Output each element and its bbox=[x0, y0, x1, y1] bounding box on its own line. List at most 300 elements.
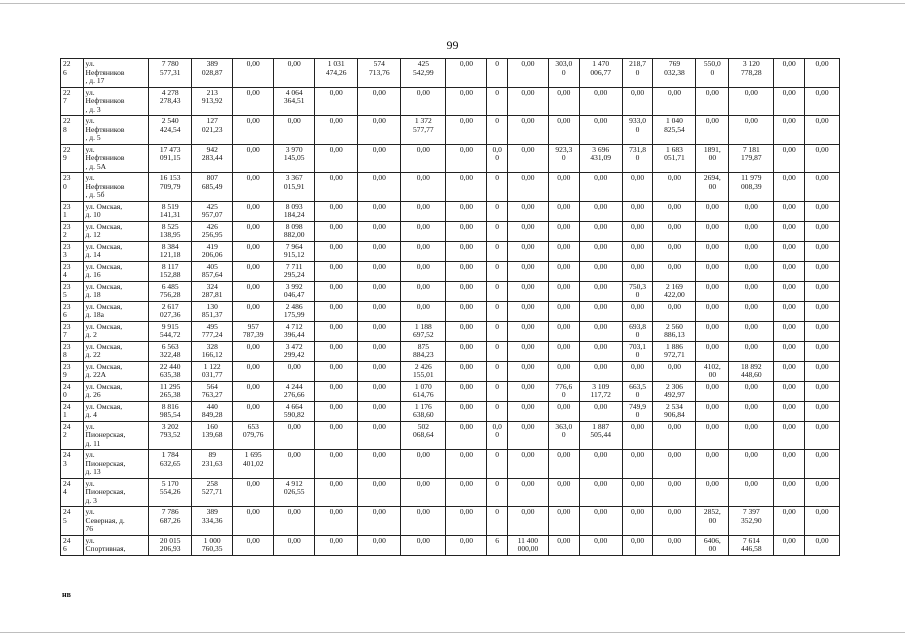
table-row bbox=[61, 361, 840, 381]
table-row bbox=[61, 401, 840, 421]
value-cell: 8 519 141,31 bbox=[149, 201, 192, 221]
value-cell: 0,00 bbox=[729, 116, 774, 145]
value-cell: 0,00 bbox=[315, 144, 358, 173]
value-cell: 389 334,36 bbox=[192, 507, 233, 536]
row-number-cell: 23 4 bbox=[61, 261, 84, 281]
address-cell: ул. Спортивная, bbox=[83, 535, 149, 555]
value-cell: 807 685,49 bbox=[192, 173, 233, 202]
value-cell: 7 614 446,58 bbox=[729, 535, 774, 555]
value-cell: 0,00 bbox=[548, 221, 579, 241]
value-cell: 0,00 bbox=[696, 341, 729, 361]
row-number-cell: 23 9 bbox=[61, 361, 84, 381]
value-cell: 0,00 bbox=[579, 478, 622, 507]
value-cell: 0,00 bbox=[622, 261, 653, 281]
value-cell: 11 295 265,38 bbox=[149, 381, 192, 401]
value-cell: 2 426 155,01 bbox=[401, 361, 446, 381]
value-cell: 11 400 000,00 bbox=[507, 535, 548, 555]
value-cell: 3 970 145,05 bbox=[274, 144, 315, 173]
value-cell: 0,00 bbox=[358, 201, 401, 221]
value-cell: 0,00 bbox=[653, 241, 696, 261]
value-cell: 0,00 bbox=[315, 535, 358, 555]
value-cell: 0,00 bbox=[805, 507, 840, 536]
value-cell: 0,00 bbox=[233, 261, 274, 281]
value-cell: 160 139,68 bbox=[192, 421, 233, 450]
value-cell: 18 892 448,60 bbox=[729, 361, 774, 381]
value-cell: 405 857,64 bbox=[192, 261, 233, 281]
value-cell: 0,00 bbox=[358, 507, 401, 536]
value-cell: 0,00 bbox=[696, 401, 729, 421]
value-cell: 0,00 bbox=[622, 221, 653, 241]
value-cell: 2694, 00 bbox=[696, 173, 729, 202]
value-cell: 0,00 bbox=[653, 535, 696, 555]
scan-top-edge bbox=[0, 3, 905, 4]
value-cell: 2 534 906,84 bbox=[653, 401, 696, 421]
row-number-cell: 24 0 bbox=[61, 381, 84, 401]
value-cell: 0,00 bbox=[233, 144, 274, 173]
value-cell: 0,00 bbox=[401, 301, 446, 321]
value-cell: 8 525 138,95 bbox=[149, 221, 192, 241]
value-cell: 8 117 152,88 bbox=[149, 261, 192, 281]
value-cell: 0,00 bbox=[315, 478, 358, 507]
value-cell: 11 979 008,39 bbox=[729, 173, 774, 202]
value-cell: 0,00 bbox=[805, 341, 840, 361]
value-cell: 2 169 422,00 bbox=[653, 281, 696, 301]
address-cell: ул. Пионерская, д. 3 bbox=[83, 478, 149, 507]
value-cell: 0,00 bbox=[729, 450, 774, 479]
value-cell: 0,00 bbox=[507, 221, 548, 241]
value-cell: 0,00 bbox=[233, 87, 274, 116]
value-cell: 2852, 00 bbox=[696, 507, 729, 536]
value-cell: 0,0 0 bbox=[487, 144, 508, 173]
value-cell: 1 372 577,77 bbox=[401, 116, 446, 145]
row-number-cell: 24 3 bbox=[61, 450, 84, 479]
value-cell: 693,8 0 bbox=[622, 321, 653, 341]
table-row bbox=[61, 241, 840, 261]
value-cell: 0,00 bbox=[507, 116, 548, 145]
table-row bbox=[61, 535, 840, 555]
value-cell: 0 bbox=[487, 173, 508, 202]
value-cell: 4 912 026,55 bbox=[274, 478, 315, 507]
row-number-cell: 24 1 bbox=[61, 401, 84, 421]
value-cell: 0,00 bbox=[446, 535, 487, 555]
value-cell: 0,00 bbox=[548, 281, 579, 301]
value-cell: 0,00 bbox=[653, 361, 696, 381]
value-cell: 0,00 bbox=[507, 321, 548, 341]
address-cell: ул. Нефтяников , д. 5 bbox=[83, 116, 149, 145]
value-cell: 20 015 206,93 bbox=[149, 535, 192, 555]
value-cell: 6 563 322,48 bbox=[149, 341, 192, 361]
value-cell: 4 278 278,43 bbox=[149, 87, 192, 116]
row-number-cell: 24 5 bbox=[61, 507, 84, 536]
value-cell: 0,00 bbox=[653, 201, 696, 221]
value-cell: 0,00 bbox=[507, 507, 548, 536]
value-cell: 440 849,28 bbox=[192, 401, 233, 421]
value-cell: 0,00 bbox=[401, 87, 446, 116]
row-number-cell: 22 8 bbox=[61, 116, 84, 145]
value-cell: 0,00 bbox=[729, 478, 774, 507]
value-cell: 0,00 bbox=[774, 221, 805, 241]
table-row bbox=[61, 341, 840, 361]
value-cell: 0,00 bbox=[507, 201, 548, 221]
value-cell: 0,00 bbox=[579, 450, 622, 479]
value-cell: 0,00 bbox=[696, 116, 729, 145]
value-cell: 0,00 bbox=[358, 221, 401, 241]
value-cell: 0,00 bbox=[446, 450, 487, 479]
value-cell: 0,00 bbox=[358, 144, 401, 173]
table-row bbox=[61, 321, 840, 341]
value-cell: 0,00 bbox=[233, 116, 274, 145]
value-cell: 0,00 bbox=[774, 241, 805, 261]
value-cell: 6 485 756,28 bbox=[149, 281, 192, 301]
value-cell: 495 777,24 bbox=[192, 321, 233, 341]
value-cell: 0,00 bbox=[579, 341, 622, 361]
value-cell: 574 713,76 bbox=[358, 59, 401, 88]
value-cell: 0,00 bbox=[579, 301, 622, 321]
value-cell: 0,00 bbox=[446, 59, 487, 88]
value-cell: 1 188 697,52 bbox=[401, 321, 446, 341]
value-cell: 0,00 bbox=[548, 401, 579, 421]
table-row bbox=[61, 59, 840, 88]
value-cell: 0,00 bbox=[774, 381, 805, 401]
value-cell: 2 617 027,36 bbox=[149, 301, 192, 321]
value-cell: 0,00 bbox=[579, 201, 622, 221]
value-cell: 324 287,81 bbox=[192, 281, 233, 301]
value-cell: 8 384 121,18 bbox=[149, 241, 192, 261]
value-cell: 2 486 175,99 bbox=[274, 301, 315, 321]
value-cell: 0,00 bbox=[805, 261, 840, 281]
value-cell: 0,00 bbox=[729, 421, 774, 450]
value-cell: 0,00 bbox=[274, 507, 315, 536]
value-cell: 0 bbox=[487, 361, 508, 381]
value-cell: 0,00 bbox=[622, 478, 653, 507]
value-cell: 0,00 bbox=[274, 59, 315, 88]
value-cell: 0,00 bbox=[315, 507, 358, 536]
value-cell: 3 367 015,91 bbox=[274, 173, 315, 202]
value-cell: 0,00 bbox=[805, 535, 840, 555]
value-cell: 3 202 793,52 bbox=[149, 421, 192, 450]
value-cell: 0,00 bbox=[233, 59, 274, 88]
value-cell: 0,00 bbox=[507, 59, 548, 88]
value-cell: 0,00 bbox=[446, 341, 487, 361]
value-cell: 0,00 bbox=[446, 321, 487, 341]
value-cell: 0,00 bbox=[315, 381, 358, 401]
value-cell: 127 021,23 bbox=[192, 116, 233, 145]
value-cell: 0,00 bbox=[774, 144, 805, 173]
row-number-cell: 22 7 bbox=[61, 87, 84, 116]
value-cell: 0,00 bbox=[774, 507, 805, 536]
address-cell: ул. Пионерская, д. 11 bbox=[83, 421, 149, 450]
address-cell: ул. Северная, д. 76 bbox=[83, 507, 149, 536]
value-cell: 0,00 bbox=[729, 301, 774, 321]
value-cell: 0,00 bbox=[446, 421, 487, 450]
value-cell: 0,00 bbox=[579, 507, 622, 536]
value-cell: 0,00 bbox=[696, 281, 729, 301]
value-cell: 0,00 bbox=[446, 507, 487, 536]
value-cell: 749,9 0 bbox=[622, 401, 653, 421]
value-cell: 0 bbox=[487, 87, 508, 116]
value-cell: 0,00 bbox=[622, 535, 653, 555]
value-cell: 0,00 bbox=[729, 401, 774, 421]
value-cell: 0,00 bbox=[401, 241, 446, 261]
table-row bbox=[61, 507, 840, 536]
value-cell: 0,00 bbox=[653, 421, 696, 450]
row-number-cell: 23 0 bbox=[61, 173, 84, 202]
value-cell: 0 bbox=[487, 301, 508, 321]
value-cell: 0,00 bbox=[774, 301, 805, 321]
value-cell: 9 915 544,72 bbox=[149, 321, 192, 341]
value-cell: 0,00 bbox=[233, 201, 274, 221]
value-cell: 0 bbox=[487, 507, 508, 536]
value-cell: 0,00 bbox=[579, 173, 622, 202]
value-cell: 0,00 bbox=[315, 116, 358, 145]
address-cell: ул. Омская, д. 4 bbox=[83, 401, 149, 421]
value-cell: 4 712 396,44 bbox=[274, 321, 315, 341]
value-cell: 0,00 bbox=[507, 281, 548, 301]
value-cell: 0 bbox=[487, 59, 508, 88]
table-row bbox=[61, 261, 840, 281]
value-cell: 0,00 bbox=[774, 321, 805, 341]
value-cell: 0,00 bbox=[315, 361, 358, 381]
value-cell: 3 120 778,28 bbox=[729, 59, 774, 88]
value-cell: 0,00 bbox=[653, 507, 696, 536]
value-cell: 4 064 364,51 bbox=[274, 87, 315, 116]
value-cell: 0,00 bbox=[579, 281, 622, 301]
value-cell: 0 bbox=[487, 116, 508, 145]
value-cell: 0 bbox=[487, 281, 508, 301]
value-cell: 0,00 bbox=[805, 116, 840, 145]
table-row bbox=[61, 478, 840, 507]
value-cell: 0,00 bbox=[315, 301, 358, 321]
value-cell: 0,00 bbox=[274, 450, 315, 479]
value-cell: 0,00 bbox=[446, 261, 487, 281]
value-cell: 1 070 614,76 bbox=[401, 381, 446, 401]
footer-mark: нв bbox=[62, 590, 71, 599]
value-cell: 0,00 bbox=[358, 116, 401, 145]
value-cell: 1 683 051,71 bbox=[653, 144, 696, 173]
value-cell: 0,00 bbox=[696, 87, 729, 116]
row-number-cell: 23 7 bbox=[61, 321, 84, 341]
value-cell: 0,00 bbox=[358, 241, 401, 261]
address-cell: ул. Омская, д. 10 bbox=[83, 201, 149, 221]
value-cell: 0,00 bbox=[729, 381, 774, 401]
value-cell: 0,00 bbox=[401, 478, 446, 507]
row-number-cell: 24 6 bbox=[61, 535, 84, 555]
table-row bbox=[61, 221, 840, 241]
address-cell: ул. Нефтяников , д. 5А bbox=[83, 144, 149, 173]
value-cell: 0,00 bbox=[315, 421, 358, 450]
value-cell: 0,00 bbox=[774, 478, 805, 507]
page-number: 99 bbox=[446, 38, 459, 52]
value-cell: 0,00 bbox=[805, 401, 840, 421]
table-row bbox=[61, 201, 840, 221]
value-cell: 653 079,76 bbox=[233, 421, 274, 450]
value-cell: 0,00 bbox=[653, 450, 696, 479]
value-cell: 0,00 bbox=[805, 301, 840, 321]
value-cell: 2 540 424,54 bbox=[149, 116, 192, 145]
value-cell: 0,00 bbox=[729, 281, 774, 301]
value-cell: 4102, 00 bbox=[696, 361, 729, 381]
value-cell: 550,0 0 bbox=[696, 59, 729, 88]
value-cell: 0,00 bbox=[315, 450, 358, 479]
value-cell: 0,00 bbox=[579, 321, 622, 341]
value-cell: 0,00 bbox=[358, 401, 401, 421]
value-cell: 0,00 bbox=[401, 450, 446, 479]
value-cell: 0,00 bbox=[446, 221, 487, 241]
value-cell: 750,3 0 bbox=[622, 281, 653, 301]
value-cell: 3 472 299,42 bbox=[274, 341, 315, 361]
value-cell: 6406, 00 bbox=[696, 535, 729, 555]
value-cell: 2 306 492,97 bbox=[653, 381, 696, 401]
address-cell: ул. Пионерская, д. 13 bbox=[83, 450, 149, 479]
row-number-cell: 23 2 bbox=[61, 221, 84, 241]
value-cell: 1 470 006,77 bbox=[579, 59, 622, 88]
address-cell: ул. Омская, д. 16 bbox=[83, 261, 149, 281]
value-cell: 1 784 632,65 bbox=[149, 450, 192, 479]
value-cell: 0,00 bbox=[315, 241, 358, 261]
value-cell: 0,00 bbox=[233, 281, 274, 301]
value-cell: 0,00 bbox=[274, 535, 315, 555]
value-cell: 0,00 bbox=[358, 341, 401, 361]
value-cell: 0,00 bbox=[805, 201, 840, 221]
value-cell: 425 542,99 bbox=[401, 59, 446, 88]
value-cell: 0,00 bbox=[548, 261, 579, 281]
value-cell: 0,00 bbox=[729, 201, 774, 221]
value-cell: 0 bbox=[487, 261, 508, 281]
row-number-cell: 22 9 bbox=[61, 144, 84, 173]
value-cell: 0,00 bbox=[233, 241, 274, 261]
value-cell: 0,00 bbox=[696, 381, 729, 401]
value-cell: 1 040 825,54 bbox=[653, 116, 696, 145]
value-cell: 16 153 709,79 bbox=[149, 173, 192, 202]
value-cell: 0,00 bbox=[805, 87, 840, 116]
value-cell: 0,00 bbox=[358, 361, 401, 381]
value-cell: 0 bbox=[487, 201, 508, 221]
value-cell: 0,00 bbox=[696, 241, 729, 261]
value-cell: 7 711 295,24 bbox=[274, 261, 315, 281]
value-cell: 7 181 179,87 bbox=[729, 144, 774, 173]
value-cell: 8 816 985,54 bbox=[149, 401, 192, 421]
value-cell: 0 bbox=[487, 221, 508, 241]
value-cell: 0,00 bbox=[696, 478, 729, 507]
address-cell: ул. Омская, д. 22 bbox=[83, 341, 149, 361]
value-cell: 0,00 bbox=[653, 301, 696, 321]
row-number-cell: 23 5 bbox=[61, 281, 84, 301]
value-cell: 7 780 577,31 bbox=[149, 59, 192, 88]
value-cell: 0,00 bbox=[729, 261, 774, 281]
value-cell: 0,00 bbox=[401, 507, 446, 536]
value-cell: 0,00 bbox=[233, 361, 274, 381]
value-cell: 0,00 bbox=[507, 341, 548, 361]
value-cell: 218,7 0 bbox=[622, 59, 653, 88]
address-cell: ул. Омская, д. 14 bbox=[83, 241, 149, 261]
value-cell: 363,0 0 bbox=[548, 421, 579, 450]
value-cell: 1 887 505,44 bbox=[579, 421, 622, 450]
value-cell: 328 166,12 bbox=[192, 341, 233, 361]
value-cell: 0,00 bbox=[233, 381, 274, 401]
value-cell: 0,00 bbox=[774, 281, 805, 301]
value-cell: 0,00 bbox=[696, 421, 729, 450]
value-cell: 0 bbox=[487, 321, 508, 341]
value-cell: 0,00 bbox=[774, 116, 805, 145]
value-cell: 8 093 184,24 bbox=[274, 201, 315, 221]
scan-bottom-edge bbox=[0, 632, 905, 633]
value-cell: 0,00 bbox=[805, 421, 840, 450]
value-cell: 0,00 bbox=[729, 87, 774, 116]
value-cell: 0,00 bbox=[233, 221, 274, 241]
value-cell: 0,00 bbox=[315, 261, 358, 281]
table-row bbox=[61, 281, 840, 301]
value-cell: 0,00 bbox=[401, 221, 446, 241]
table-row bbox=[61, 87, 840, 116]
value-cell: 0,00 bbox=[774, 421, 805, 450]
value-cell: 0,00 bbox=[401, 281, 446, 301]
value-cell: 0,00 bbox=[446, 281, 487, 301]
value-cell: 0,00 bbox=[507, 87, 548, 116]
value-cell: 0,00 bbox=[579, 535, 622, 555]
value-cell: 0,00 bbox=[233, 301, 274, 321]
value-cell: 703,1 0 bbox=[622, 341, 653, 361]
row-number-cell: 22 6 bbox=[61, 59, 84, 88]
value-cell: 0,00 bbox=[548, 241, 579, 261]
value-cell: 769 032,38 bbox=[653, 59, 696, 88]
value-cell: 0 bbox=[487, 478, 508, 507]
value-cell: 0,00 bbox=[774, 59, 805, 88]
value-cell: 0,00 bbox=[653, 87, 696, 116]
value-cell: 0,00 bbox=[358, 87, 401, 116]
value-cell: 419 206,06 bbox=[192, 241, 233, 261]
value-cell: 0,00 bbox=[805, 361, 840, 381]
value-cell: 1 122 031,77 bbox=[192, 361, 233, 381]
value-cell: 0,00 bbox=[446, 173, 487, 202]
address-cell: ул. Омская, д. 22А bbox=[83, 361, 149, 381]
value-cell: 258 527,71 bbox=[192, 478, 233, 507]
value-cell: 0,00 bbox=[446, 478, 487, 507]
value-cell: 0,00 bbox=[315, 341, 358, 361]
value-cell: 426 256,95 bbox=[192, 221, 233, 241]
row-number-cell: 24 4 bbox=[61, 478, 84, 507]
value-cell: 6 bbox=[487, 535, 508, 555]
value-cell: 0,00 bbox=[358, 381, 401, 401]
value-cell: 0,00 bbox=[358, 261, 401, 281]
value-cell: 776,6 0 bbox=[548, 381, 579, 401]
value-cell: 0,00 bbox=[774, 401, 805, 421]
value-cell: 0,00 bbox=[579, 116, 622, 145]
value-cell: 0,00 bbox=[622, 173, 653, 202]
value-cell: 0,00 bbox=[622, 87, 653, 116]
value-cell: 0,00 bbox=[401, 201, 446, 221]
value-cell: 89 231,63 bbox=[192, 450, 233, 479]
value-cell: 0,00 bbox=[579, 361, 622, 381]
value-cell: 0,00 bbox=[805, 241, 840, 261]
address-cell: ул. Омская, д. 18 bbox=[83, 281, 149, 301]
value-cell: 0,00 bbox=[696, 221, 729, 241]
value-cell: 425 957,07 bbox=[192, 201, 233, 221]
value-cell: 0,00 bbox=[233, 341, 274, 361]
table-row bbox=[61, 421, 840, 450]
value-cell: 0,00 bbox=[696, 450, 729, 479]
table-row bbox=[61, 381, 840, 401]
value-cell: 0,00 bbox=[233, 401, 274, 421]
value-cell: 933,0 0 bbox=[622, 116, 653, 145]
value-cell: 4 664 590,82 bbox=[274, 401, 315, 421]
value-cell: 0,00 bbox=[274, 116, 315, 145]
value-cell: 0,00 bbox=[401, 261, 446, 281]
value-cell: 0,00 bbox=[274, 421, 315, 450]
value-cell: 0,00 bbox=[315, 321, 358, 341]
table-row bbox=[61, 450, 840, 479]
value-cell: 0,00 bbox=[774, 341, 805, 361]
value-cell: 0,00 bbox=[507, 450, 548, 479]
